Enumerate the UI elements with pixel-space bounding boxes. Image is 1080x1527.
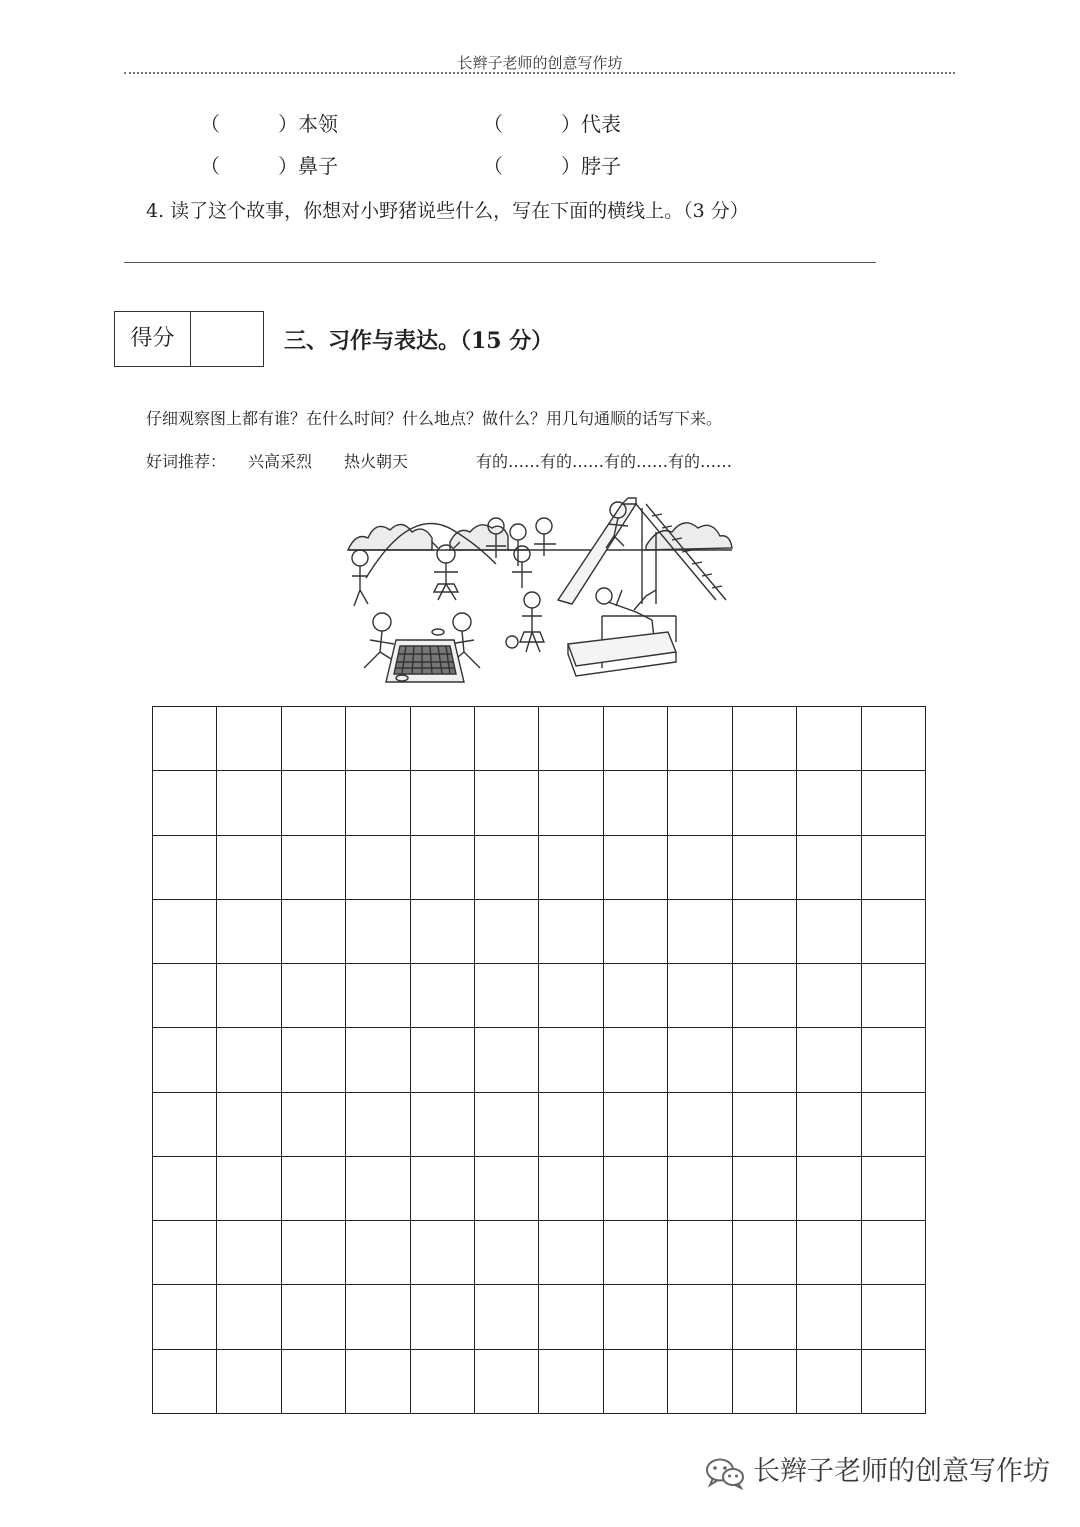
grid-cell[interactable]: [411, 771, 475, 835]
grid-cell[interactable]: [217, 771, 281, 835]
paren-open: （: [200, 154, 220, 178]
recommend-word: 兴高采烈: [248, 452, 313, 471]
score-box: [114, 311, 264, 367]
recommend-word: 热火朝天: [344, 452, 409, 471]
grid-cell[interactable]: [217, 900, 281, 964]
grid-cell[interactable]: [862, 771, 926, 835]
grid-cell[interactable]: [668, 1350, 732, 1414]
grid-cell[interactable]: [346, 1285, 410, 1349]
fill-word: 脖子: [581, 154, 621, 178]
answer-line[interactable]: [124, 262, 876, 263]
grid-cell[interactable]: [282, 1028, 346, 1092]
grid-cell[interactable]: [217, 1157, 281, 1221]
grid-cell[interactable]: [668, 707, 732, 771]
grid-cell[interactable]: [539, 1221, 603, 1285]
paren-close: ）: [561, 112, 581, 136]
grid-cell[interactable]: [604, 900, 668, 964]
grid-cell[interactable]: [217, 1285, 281, 1349]
grid-cell[interactable]: [668, 1093, 732, 1157]
grid-cell[interactable]: [282, 1093, 346, 1157]
grid-cell[interactable]: [153, 1221, 217, 1285]
grid-cell[interactable]: [411, 1028, 475, 1092]
recommended-words: [146, 449, 846, 471]
grid-cell[interactable]: [282, 964, 346, 1028]
grid-cell[interactable]: [797, 1221, 861, 1285]
grid-cell[interactable]: [539, 964, 603, 1028]
grid-cell[interactable]: [411, 900, 475, 964]
grid-cell[interactable]: [411, 1157, 475, 1221]
grid-cell[interactable]: [217, 1093, 281, 1157]
grid-cell[interactable]: [539, 900, 603, 964]
wechat-icon: [705, 1456, 745, 1490]
grid-cell[interactable]: [475, 1093, 539, 1157]
grid-cell[interactable]: [153, 1285, 217, 1349]
grid-cell[interactable]: [153, 836, 217, 900]
grid-cell[interactable]: [153, 1350, 217, 1414]
fill-blank-item: [200, 110, 400, 138]
grid-cell[interactable]: [604, 1157, 668, 1221]
grid-cell[interactable]: [862, 1285, 926, 1349]
grid-cell[interactable]: [733, 771, 797, 835]
fill-blank-item: [483, 110, 683, 138]
grid-cell[interactable]: [346, 964, 410, 1028]
question-4: 4. 读了这个故事，你想对小野猪说些什么，写在下面的横线上。（3 分）: [146, 200, 749, 222]
grid-cell[interactable]: [862, 1028, 926, 1092]
paren-open: （: [200, 112, 220, 136]
grid-cell[interactable]: [475, 771, 539, 835]
grid-cell[interactable]: [411, 836, 475, 900]
recommend-word: 有的……有的……有的……有的……: [476, 452, 733, 471]
grid-cell[interactable]: [733, 1028, 797, 1092]
grid-cell[interactable]: [733, 1285, 797, 1349]
grid-cell[interactable]: [282, 707, 346, 771]
grid-cell[interactable]: [475, 836, 539, 900]
grid-cell[interactable]: [604, 1350, 668, 1414]
grid-cell[interactable]: [282, 771, 346, 835]
grid-cell[interactable]: [346, 1028, 410, 1092]
grid-cell[interactable]: [346, 1093, 410, 1157]
grid-cell[interactable]: [604, 707, 668, 771]
grid-cell[interactable]: [475, 900, 539, 964]
grid-cell[interactable]: [862, 1093, 926, 1157]
grid-cell[interactable]: [862, 707, 926, 771]
grid-cell[interactable]: [604, 1028, 668, 1092]
grid-cell[interactable]: [475, 1157, 539, 1221]
grid-cell[interactable]: [346, 1221, 410, 1285]
paren-open: （: [483, 112, 503, 136]
grid-cell[interactable]: [668, 1285, 732, 1349]
paren-close: ）: [278, 112, 298, 136]
grid-cell[interactable]: [411, 707, 475, 771]
grid-cell[interactable]: [862, 1221, 926, 1285]
grid-cell[interactable]: [475, 964, 539, 1028]
grid-cell[interactable]: [604, 1221, 668, 1285]
grid-cell[interactable]: [797, 1028, 861, 1092]
fill-word: 鼻子: [298, 154, 338, 178]
paren-close: ）: [561, 154, 581, 178]
grid-cell[interactable]: [539, 771, 603, 835]
grid-cell[interactable]: [217, 964, 281, 1028]
grid-cell[interactable]: [153, 707, 217, 771]
grid-cell[interactable]: [346, 836, 410, 900]
grid-cell[interactable]: [733, 900, 797, 964]
grid-cell[interactable]: [217, 1221, 281, 1285]
grid-cell[interactable]: [539, 707, 603, 771]
grid-cell[interactable]: [733, 1157, 797, 1221]
grid-cell[interactable]: [668, 900, 732, 964]
grid-cell[interactable]: [862, 1157, 926, 1221]
grid-cell[interactable]: [668, 964, 732, 1028]
fill-blank-item: [483, 152, 683, 180]
grid-cell[interactable]: [475, 1285, 539, 1349]
grid-cell[interactable]: [411, 1350, 475, 1414]
writing-prompt: 仔细观察图上都有谁？在什么时间？什么地点？做什么？用几句通顺的话写下来。: [146, 409, 723, 428]
fill-word: 代表: [581, 112, 621, 136]
grid-cell[interactable]: [217, 836, 281, 900]
grid-cell[interactable]: [282, 836, 346, 900]
grid-cell[interactable]: [346, 1157, 410, 1221]
grid-cell[interactable]: [797, 707, 861, 771]
fill-word: 本领: [298, 112, 338, 136]
grid-cell[interactable]: [668, 771, 732, 835]
grid-cell[interactable]: [346, 900, 410, 964]
grid-cell[interactable]: [797, 1157, 861, 1221]
grid-cell[interactable]: [217, 1028, 281, 1092]
grid-cell[interactable]: [411, 1093, 475, 1157]
grid-cell[interactable]: [539, 1285, 603, 1349]
grid-cell[interactable]: [733, 836, 797, 900]
grid-cell[interactable]: [153, 1093, 217, 1157]
grid-cell[interactable]: [604, 771, 668, 835]
writing-grid[interactable]: [152, 706, 926, 1414]
grid-cell[interactable]: [733, 1221, 797, 1285]
grid-cell[interactable]: [153, 771, 217, 835]
playground-children-illustration: [346, 492, 734, 690]
section-title: 三、习作与表达。（15 分）: [284, 328, 554, 354]
grid-cell[interactable]: [668, 836, 732, 900]
paren-close: ）: [278, 154, 298, 178]
grid-cell[interactable]: [733, 1093, 797, 1157]
grid-cell[interactable]: [282, 900, 346, 964]
grid-cell[interactable]: [282, 1221, 346, 1285]
grid-cell[interactable]: [604, 836, 668, 900]
header-divider: [124, 72, 955, 74]
grid-cell[interactable]: [733, 964, 797, 1028]
grid-cell[interactable]: [604, 1285, 668, 1349]
grid-cell[interactable]: [411, 1285, 475, 1349]
grid-cell[interactable]: [862, 900, 926, 964]
grid-cell[interactable]: [411, 964, 475, 1028]
grid-cell[interactable]: [475, 1028, 539, 1092]
grid-cell[interactable]: [797, 900, 861, 964]
grid-cell[interactable]: [539, 1157, 603, 1221]
grid-cell[interactable]: [282, 1157, 346, 1221]
grid-cell[interactable]: [475, 1350, 539, 1414]
grid-cell[interactable]: [539, 1028, 603, 1092]
grid-cell[interactable]: [411, 1221, 475, 1285]
grid-cell[interactable]: [797, 836, 861, 900]
grid-cell[interactable]: [604, 1093, 668, 1157]
grid-cell[interactable]: [346, 771, 410, 835]
grid-cell[interactable]: [862, 964, 926, 1028]
grid-cell[interactable]: [797, 1285, 861, 1349]
grid-cell[interactable]: [539, 836, 603, 900]
grid-cell[interactable]: [475, 707, 539, 771]
grid-cell[interactable]: [862, 1350, 926, 1414]
grid-cell[interactable]: [539, 1093, 603, 1157]
watermark-text: 长辫子老师的创意写作坊: [753, 1456, 1050, 1487]
grid-cell[interactable]: [797, 1350, 861, 1414]
grid-cell[interactable]: [668, 1157, 732, 1221]
grid-cell[interactable]: [153, 964, 217, 1028]
score-blank[interactable]: [191, 312, 262, 366]
grid-cell[interactable]: [668, 1221, 732, 1285]
grid-cell[interactable]: [862, 836, 926, 900]
grid-cell[interactable]: [153, 900, 217, 964]
grid-cell[interactable]: [797, 771, 861, 835]
score-label: 得分: [115, 312, 191, 366]
paren-open: （: [483, 154, 503, 178]
grid-cell[interactable]: [733, 1350, 797, 1414]
grid-cell[interactable]: [282, 1285, 346, 1349]
grid-cell[interactable]: [475, 1221, 539, 1285]
recommend-label: 好词推荐：: [146, 452, 227, 471]
grid-cell[interactable]: [153, 1028, 217, 1092]
header-title: 长辫子老师的创意写作坊: [457, 54, 623, 72]
grid-cell[interactable]: [797, 964, 861, 1028]
grid-cell[interactable]: [797, 1093, 861, 1157]
grid-cell[interactable]: [346, 707, 410, 771]
grid-cell[interactable]: [733, 707, 797, 771]
grid-cell[interactable]: [346, 1350, 410, 1414]
grid-cell[interactable]: [282, 1350, 346, 1414]
grid-cell[interactable]: [604, 964, 668, 1028]
grid-cell[interactable]: [153, 1157, 217, 1221]
grid-cell[interactable]: [539, 1350, 603, 1414]
playground-illustration: [346, 492, 734, 690]
grid-cell[interactable]: [217, 707, 281, 771]
grid-cell[interactable]: [668, 1028, 732, 1092]
fill-blank-item: [200, 152, 400, 180]
grid-cell[interactable]: [217, 1350, 281, 1414]
